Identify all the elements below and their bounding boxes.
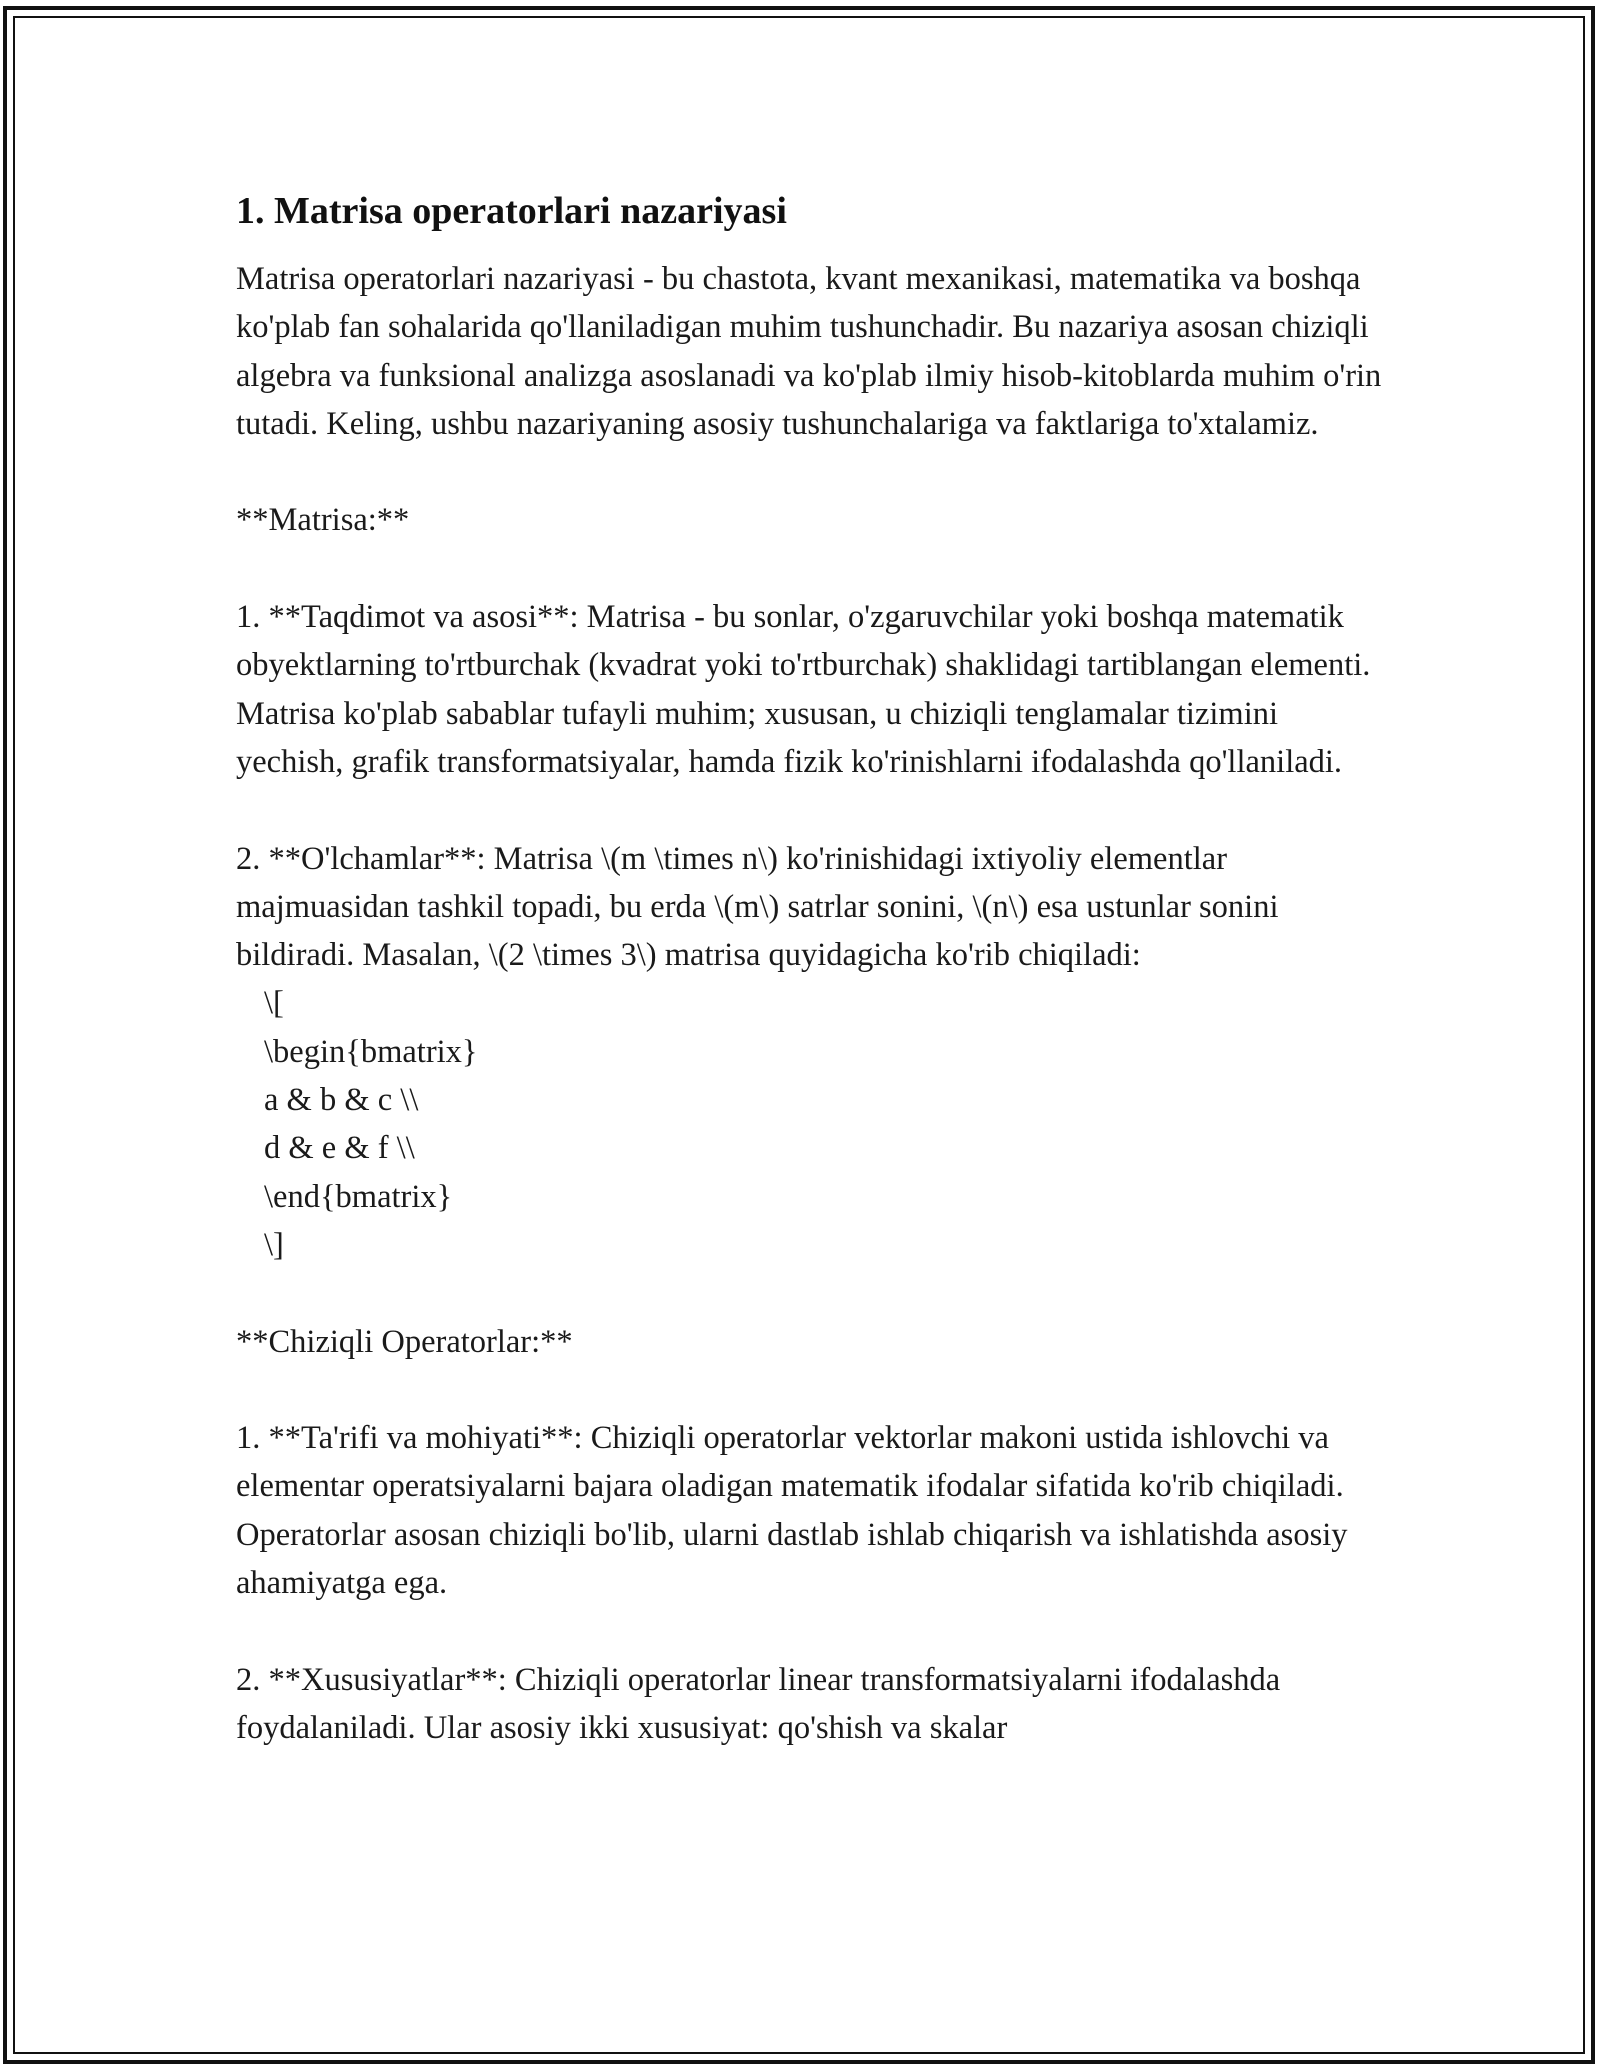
latex-line: a & b & c \\	[264, 1082, 419, 1119]
document-body	[236, 185, 1386, 1752]
intro-paragraph: Matrisa operatorlari nazariyasi - bu chastota, kvant mexanikasi, matematika va boshqa ko'plab fan sohalarida qo'llaniladigan muhim tushunchadir. Bu nazariya asosan chiziqli algebra va funksional analizga asoslanadi va ko'plab ilmiy hisob-kitoblarda muhim o'rin tutadi. Keling, ushbu nazariyaning asosiy tushunchalariga va faktlariga to'xtalamiz.	[236, 261, 1382, 442]
operatorlar-section-title: **Chiziqli Operatorlar:**	[236, 1323, 573, 1360]
operatorlar-item-2: 2. **Xususiyatlar**: Chiziqli operatorlar linear transformatsiyalarni ifodalashda foydalaniladi. Ular asosiy ikki xususiyat: qo'shish va skalar	[236, 1661, 1281, 1746]
operatorlar-item-1: 1. **Ta'rifi va mohiyati**: Chiziqli operatorlar vektorlar makoni ustida ishlovchi va elementar operatsiyalarni bajara oladigan matematik ifodalar sifatida ko'rib chiqiladi. Operatorlar asosan chiziqli bo'lib, ularni dastlab ishlab chiqarish va ishlatishda asosiy ahamiyatga ega.	[236, 1420, 1348, 1602]
latex-line: \[	[264, 985, 284, 1022]
matrisa-item-2: 2. **O'lchamlar**: Matrisa \(m \times n\) ko'rinishidagi ixtiyoliy elementlar majmuasidan tashkil topadi, bu erda \(m\) satrlar sonini, \(n\) esa ustunlar sonini bildiradi. Masalan, \(2 \times 3\) matrisa quyidagicha ko'rib chiqiladi:	[236, 840, 1279, 974]
latex-matrix-block	[236, 979, 1386, 1269]
matrisa-section-title: **Matrisa:**	[236, 502, 410, 539]
latex-line: \]	[264, 1226, 284, 1263]
section-heading: 1. Matrisa operatorlari nazariyasi	[236, 190, 787, 232]
latex-line: \begin{bmatrix}	[264, 1033, 478, 1070]
latex-line: \end{bmatrix}	[264, 1178, 453, 1215]
latex-line: d & e & f \\	[264, 1130, 415, 1167]
matrisa-item-1: 1. **Taqdimot va asosi**: Matrisa - bu sonlar, o'zgaruvchilar yoki boshqa matematik obyektlarning to'rtburchak (kvadrat yoki to'rtburchak) shaklidagi tartiblangan elementi. Matrisa ko'plab sabablar tufayli muhim; xususan, u chiziqli tenglamalar tizimini yechish, grafik transformatsiyalar, hamda fizik ko'rinishlarni ifodalashda qo'llaniladi.	[236, 599, 1371, 780]
